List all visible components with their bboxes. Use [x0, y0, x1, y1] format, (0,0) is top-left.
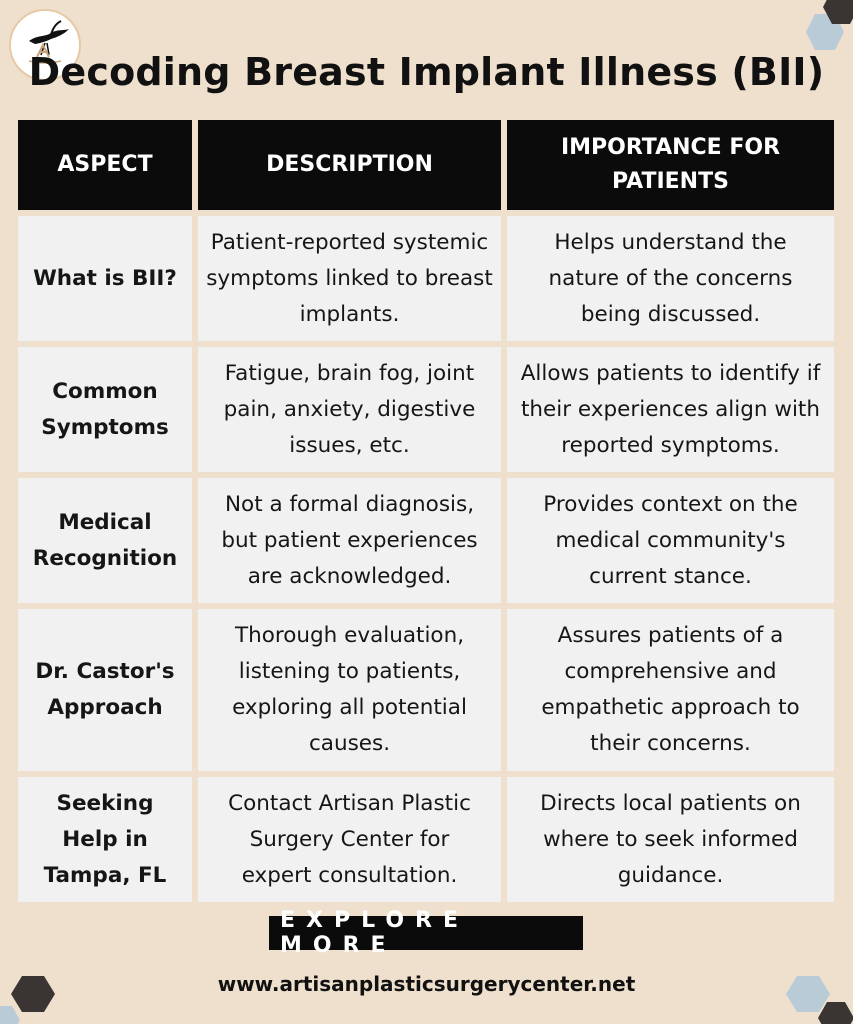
page-title: Decoding Breast Implant Illness (BII)	[28, 50, 825, 94]
row-3-aspect: Medical Recognition	[18, 478, 192, 603]
website-link[interactable]: www.artisanplasticsurgerycenter.net	[217, 972, 636, 996]
row-3-description: Not a formal diagnosis, but patient experiences are acknowledged.	[198, 478, 501, 603]
row-5-importance: Directs local patients on where to seek informed guidance.	[507, 777, 834, 902]
row-5-aspect: Seeking Help in Tampa, FL	[18, 777, 192, 902]
row-4-aspect: Dr. Castor's Approach	[18, 609, 192, 771]
header-aspect: ASPECT	[18, 120, 192, 210]
hexagon-decoration-top-right-icon	[796, 0, 853, 56]
row-1-description: Patient-reported systemic symptoms linked to breast implants.	[198, 216, 501, 341]
row-3-importance: Provides context on the medical community's current stance.	[507, 478, 834, 603]
row-4-description: Thorough evaluation, listening to patients, exploring all potential causes.	[198, 609, 501, 771]
bii-table	[18, 120, 834, 902]
row-5-description: Contact Artisan Plastic Surgery Center for expert consultation.	[198, 777, 501, 902]
row-2-importance: Allows patients to identify if their experiences align with reported symptoms.	[507, 347, 834, 472]
row-1-importance: Helps understand the nature of the concerns being discussed.	[507, 216, 834, 341]
row-1-aspect: What is BII?	[18, 216, 192, 341]
explore-more-button[interactable]: EXPLORE MORE	[269, 916, 583, 950]
row-4-importance: Assures patients of a comprehensive and empathetic approach to their concerns.	[507, 609, 834, 771]
header-description: DESCRIPTION	[198, 120, 501, 210]
row-2-aspect: Common Symptoms	[18, 347, 192, 472]
row-2-description: Fatigue, brain fog, joint pain, anxiety, digestive issues, etc.	[198, 347, 501, 472]
header-importance: IMPORTANCE FOR PATIENTS	[507, 120, 834, 210]
